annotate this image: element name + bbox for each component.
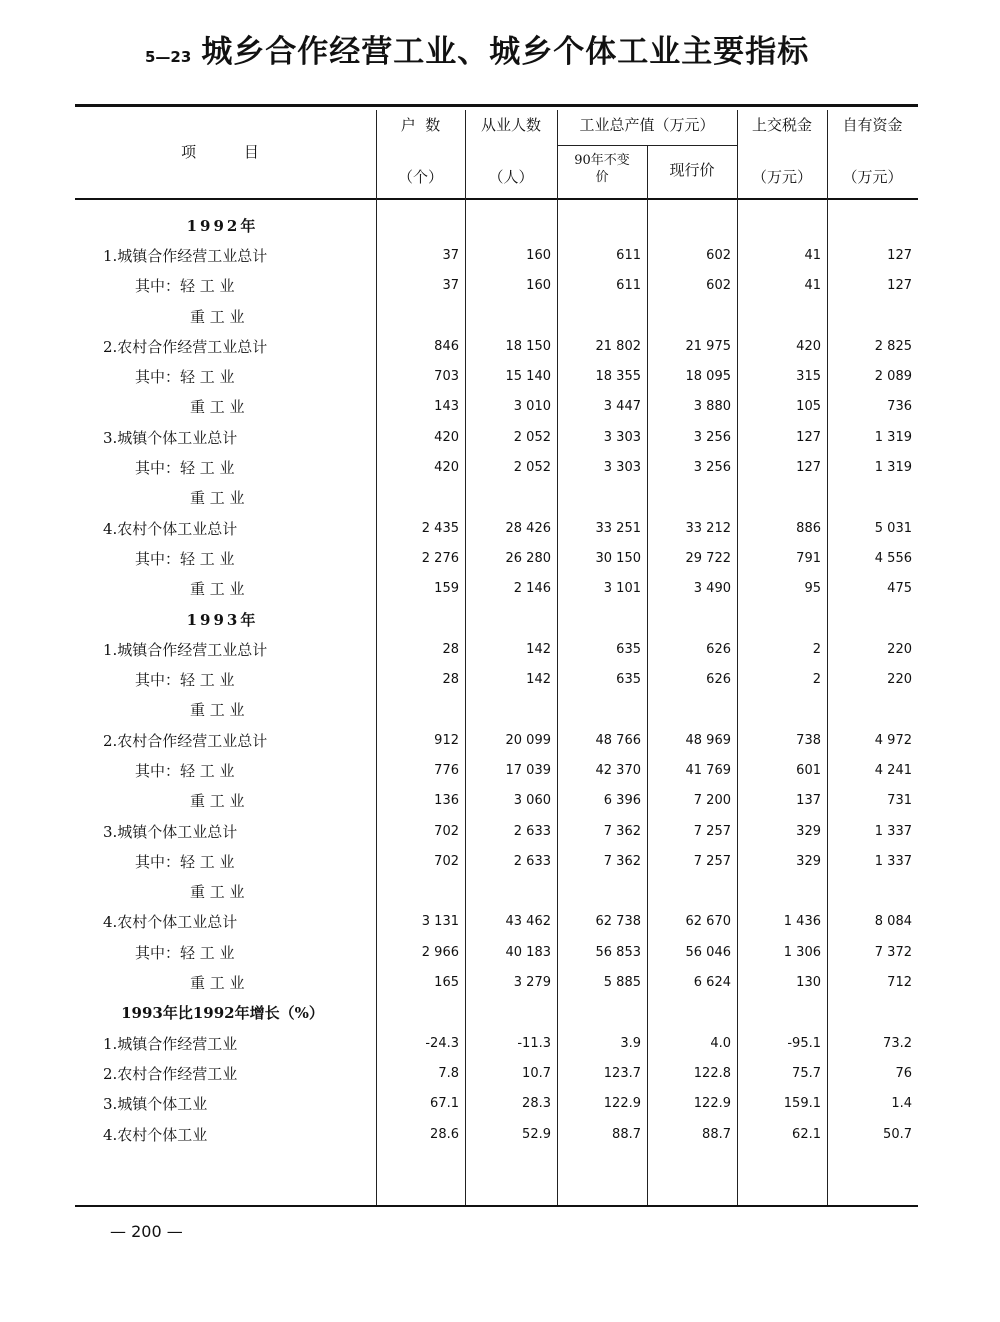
table-row xyxy=(75,240,918,270)
table-cell: 56 853 xyxy=(595,944,641,960)
table-cell: 4 556 xyxy=(874,550,912,566)
table-cell: 10.7 xyxy=(522,1065,551,1081)
row-label: 4.农村个体工业总计 xyxy=(103,519,238,538)
table-cell: 5 031 xyxy=(874,520,912,536)
table-row xyxy=(75,452,918,482)
table-cell: 1 436 xyxy=(783,914,821,930)
header-tax-unit: （万元） xyxy=(751,168,812,186)
row-label: 4.农村个体工业 xyxy=(103,1125,208,1144)
table-cell: 28.3 xyxy=(522,1096,551,1112)
table-cell xyxy=(465,483,557,513)
table-cell: 26 280 xyxy=(505,550,551,566)
table-cell: 41 xyxy=(804,247,821,263)
row-label: 重 工 业 xyxy=(190,489,245,508)
table-cell: 122.8 xyxy=(693,1065,731,1081)
row-label: 重 工 业 xyxy=(190,792,245,811)
table-cell xyxy=(557,604,647,634)
table-row xyxy=(75,392,918,422)
table-cell: 738 xyxy=(796,732,821,748)
bottom-rule xyxy=(75,1205,918,1207)
table-cell: 1 337 xyxy=(874,823,912,839)
table-row xyxy=(75,725,918,755)
table-number: 5—23 xyxy=(145,48,192,66)
table-cell xyxy=(647,877,737,907)
table-cell: 886 xyxy=(796,520,821,536)
table-cell: 127 xyxy=(796,429,821,445)
table-cell: 626 xyxy=(706,641,731,657)
table-cell: 2 146 xyxy=(513,581,551,597)
table-cell: 7 362 xyxy=(603,823,641,839)
table-cell: 137 xyxy=(796,793,821,809)
row-label: 3.城镇个体工业 xyxy=(103,1095,208,1114)
table-cell: 88.7 xyxy=(612,1126,641,1142)
table-cell: 127 xyxy=(887,247,912,263)
table-cell: 18 150 xyxy=(505,338,551,354)
table-cell: 3 303 xyxy=(603,429,641,445)
table-cell: 41 769 xyxy=(685,762,731,778)
table-cell: 159.1 xyxy=(783,1096,821,1112)
table-cell: 33 212 xyxy=(685,520,731,536)
table-row xyxy=(75,1119,918,1149)
section-heading: 1992年 xyxy=(186,216,259,235)
table-cell: 37 xyxy=(442,278,459,294)
table-cell: 1 337 xyxy=(874,853,912,869)
table-cell: 6 396 xyxy=(603,793,641,809)
page-number: — 200 — xyxy=(110,1222,183,1241)
table-row xyxy=(75,1028,918,1058)
table-cell xyxy=(737,604,827,634)
table-row xyxy=(75,998,918,1028)
table-row xyxy=(75,361,918,391)
table-cell: 420 xyxy=(796,338,821,354)
table-cell: 160 xyxy=(526,247,551,263)
row-label: 其中：轻 工 业 xyxy=(135,368,235,387)
table-cell: 42 370 xyxy=(595,762,641,778)
table-cell: 48 969 xyxy=(685,732,731,748)
table-cell: 7 372 xyxy=(874,944,912,960)
table-cell xyxy=(557,301,647,331)
table-cell: 52.9 xyxy=(522,1126,551,1142)
row-label: 1.城镇合作经营工业总计 xyxy=(103,640,268,659)
table-cell: 602 xyxy=(706,278,731,294)
table-cell: 3 303 xyxy=(603,460,641,476)
table-row xyxy=(75,664,918,694)
header-households: 户 数 xyxy=(400,116,441,134)
table-cell: 329 xyxy=(796,853,821,869)
table-cell: 2 633 xyxy=(513,823,551,839)
table-cell: 28 426 xyxy=(505,520,551,536)
table-cell: 2 966 xyxy=(421,944,459,960)
table-cell: -95.1 xyxy=(787,1035,821,1051)
table-cell: 33 251 xyxy=(595,520,641,536)
row-label: 重 工 业 xyxy=(190,883,245,902)
table-row xyxy=(75,422,918,452)
indicator-table xyxy=(75,210,918,1149)
header-capital: 自有资金 xyxy=(842,116,903,134)
table-cell xyxy=(465,695,557,725)
table-cell xyxy=(827,301,918,331)
table-cell: 2 633 xyxy=(513,853,551,869)
table-cell xyxy=(737,483,827,513)
table-cell: 420 xyxy=(434,429,459,445)
table-cell: 41 xyxy=(804,278,821,294)
row-label: 2.农村合作经营工业 xyxy=(103,1064,238,1083)
section-heading: 1993年比1992年增长（%） xyxy=(121,1004,324,1023)
row-label: 4.农村个体工业总计 xyxy=(103,913,238,932)
table-cell: 8 084 xyxy=(874,914,912,930)
table-cell: 329 xyxy=(796,823,821,839)
table-cell: 127 xyxy=(796,460,821,476)
table-cell: 791 xyxy=(796,550,821,566)
row-label: 2.农村合作经营工业总计 xyxy=(103,731,268,750)
table-cell: 2 052 xyxy=(513,429,551,445)
table-cell: 2 435 xyxy=(421,520,459,536)
table-row xyxy=(75,574,918,604)
table-cell: 21 802 xyxy=(595,338,641,354)
table-cell: 28.6 xyxy=(430,1126,459,1142)
header-households-unit: （个） xyxy=(397,168,443,186)
table-row xyxy=(75,967,918,997)
table-cell xyxy=(376,695,465,725)
header-output-current: 现行价 xyxy=(669,161,715,179)
table-cell: 635 xyxy=(616,641,641,657)
table-cell: 130 xyxy=(796,975,821,991)
table-cell: 3 256 xyxy=(693,429,731,445)
table-cell xyxy=(827,483,918,513)
table-cell: 611 xyxy=(616,247,641,263)
section-heading: 1993年 xyxy=(186,610,259,629)
header-output-const: 90年不变 价 xyxy=(574,153,630,185)
table-cell: 30 150 xyxy=(595,550,641,566)
table-cell: 142 xyxy=(526,641,551,657)
table-cell xyxy=(376,604,465,634)
table-cell: 3 131 xyxy=(421,914,459,930)
row-label: 重 工 业 xyxy=(190,307,245,326)
table-cell: 48 766 xyxy=(595,732,641,748)
table-cell: 912 xyxy=(434,732,459,748)
table-cell: 702 xyxy=(434,853,459,869)
table-cell: 601 xyxy=(796,762,821,778)
table-cell: 127 xyxy=(887,278,912,294)
table-cell: 7 257 xyxy=(693,823,731,839)
table-row xyxy=(75,1089,918,1119)
output-subheader-line xyxy=(557,145,737,146)
table-cell: 17 039 xyxy=(505,762,551,778)
table-cell: 28 xyxy=(442,641,459,657)
row-label: 重 工 业 xyxy=(190,701,245,720)
row-label: 其中：轻 工 业 xyxy=(135,549,235,568)
header-employees-unit: （人） xyxy=(488,168,534,186)
table-cell: 420 xyxy=(434,460,459,476)
row-label: 其中：轻 工 业 xyxy=(135,459,235,478)
table-cell: 15 140 xyxy=(505,369,551,385)
table-cell: 3 101 xyxy=(603,581,641,597)
table-row xyxy=(75,816,918,846)
row-label: 其中：轻 工 业 xyxy=(135,761,235,780)
table-cell: 475 xyxy=(887,581,912,597)
table-cell: 2 xyxy=(812,641,821,657)
table-row xyxy=(75,695,918,725)
table-cell: 315 xyxy=(796,369,821,385)
row-label: 重 工 业 xyxy=(190,580,245,599)
table-cell: 3 060 xyxy=(513,793,551,809)
table-cell xyxy=(376,877,465,907)
table-cell xyxy=(737,998,827,1028)
table-cell xyxy=(827,695,918,725)
table-cell: 122.9 xyxy=(693,1096,731,1112)
table-cell: 2 276 xyxy=(421,550,459,566)
table-cell: 4.0 xyxy=(710,1035,731,1051)
header-output: 工业总产值（万元） xyxy=(579,116,715,134)
table-cell: 1 306 xyxy=(783,944,821,960)
table-row xyxy=(75,1058,918,1088)
table-cell: 50.7 xyxy=(883,1126,912,1142)
table-cell: 20 099 xyxy=(505,732,551,748)
table-cell: 3 279 xyxy=(513,975,551,991)
table-cell: 37 xyxy=(442,247,459,263)
row-label: 2.农村合作经营工业总计 xyxy=(103,337,268,356)
table-cell xyxy=(647,998,737,1028)
row-label: 1.城镇合作经营工业 xyxy=(103,1034,238,1053)
table-row xyxy=(75,937,918,967)
table-cell xyxy=(465,877,557,907)
table-cell: 3.9 xyxy=(620,1035,641,1051)
row-label: 3.城镇个体工业总计 xyxy=(103,428,238,447)
table-row xyxy=(75,331,918,361)
table-cell xyxy=(647,301,737,331)
table-cell: 2 052 xyxy=(513,460,551,476)
table-cell: 736 xyxy=(887,399,912,415)
table-cell xyxy=(465,604,557,634)
table-cell xyxy=(465,301,557,331)
table-cell xyxy=(557,998,647,1028)
table-row xyxy=(75,483,918,513)
table-row xyxy=(75,786,918,816)
table-cell: 2 xyxy=(812,672,821,688)
table-row xyxy=(75,604,918,634)
header-bottom-rule xyxy=(75,198,918,200)
table-cell xyxy=(376,998,465,1028)
table-row xyxy=(75,513,918,543)
table-row xyxy=(75,634,918,664)
header-tax: 上交税金 xyxy=(751,116,812,134)
table-cell: 3 256 xyxy=(693,460,731,476)
table-cell: 62.1 xyxy=(792,1126,821,1142)
table-cell: 40 183 xyxy=(505,944,551,960)
page-title xyxy=(145,26,809,71)
table-cell xyxy=(557,483,647,513)
table-cell xyxy=(827,210,918,240)
table-cell xyxy=(647,604,737,634)
table-cell: 7 362 xyxy=(603,853,641,869)
table-cell: 143 xyxy=(434,399,459,415)
table-cell: 702 xyxy=(434,823,459,839)
row-label: 其中：轻 工 业 xyxy=(135,671,235,690)
table-cell: 136 xyxy=(434,793,459,809)
table-cell: 3 490 xyxy=(693,581,731,597)
table-cell: 7 200 xyxy=(693,793,731,809)
header-capital-unit: （万元） xyxy=(842,168,903,186)
table-cell: 1 319 xyxy=(874,460,912,476)
table-cell xyxy=(827,604,918,634)
table-cell: 142 xyxy=(526,672,551,688)
header-item: 项 目 xyxy=(181,143,259,161)
table-cell: 712 xyxy=(887,975,912,991)
table-cell: 18 355 xyxy=(595,369,641,385)
table-cell: 165 xyxy=(434,975,459,991)
table-cell: 1 319 xyxy=(874,429,912,445)
row-label: 其中：轻 工 业 xyxy=(135,852,235,871)
table-cell xyxy=(465,210,557,240)
header-employees: 从业人数 xyxy=(480,116,541,134)
table-cell xyxy=(557,210,647,240)
table-cell xyxy=(647,210,737,240)
row-label: 1.城镇合作经营工业总计 xyxy=(103,246,268,265)
table-cell: 1.4 xyxy=(891,1096,912,1112)
table-cell: 731 xyxy=(887,793,912,809)
title-text: 城乡合作经营工业、城乡个体工业主要指标 xyxy=(201,34,810,70)
table-row xyxy=(75,301,918,331)
table-cell: 29 722 xyxy=(685,550,731,566)
table-cell: 846 xyxy=(434,338,459,354)
table-cell: 56 046 xyxy=(685,944,731,960)
table-cell: 43 462 xyxy=(505,914,551,930)
table-cell: 4 972 xyxy=(874,732,912,748)
table-cell: 3 880 xyxy=(693,399,731,415)
table-row xyxy=(75,907,918,937)
table-cell: 2 825 xyxy=(874,338,912,354)
table-cell: 220 xyxy=(887,641,912,657)
table-cell xyxy=(557,877,647,907)
table-cell xyxy=(376,483,465,513)
table-cell: 4 241 xyxy=(874,762,912,778)
table-cell: 703 xyxy=(434,369,459,385)
table-cell xyxy=(827,877,918,907)
table-cell: 76 xyxy=(895,1065,912,1081)
table-cell: -11.3 xyxy=(517,1035,551,1051)
table-cell: 95 xyxy=(804,581,821,597)
table-cell: 3 010 xyxy=(513,399,551,415)
table-cell: 2 089 xyxy=(874,369,912,385)
table-cell: 122.9 xyxy=(603,1096,641,1112)
table-cell: 7.8 xyxy=(438,1065,459,1081)
row-label: 其中：轻 工 业 xyxy=(135,943,235,962)
table-cell: 626 xyxy=(706,672,731,688)
table-cell: 159 xyxy=(434,581,459,597)
table-cell: 123.7 xyxy=(603,1065,641,1081)
table-cell: 105 xyxy=(796,399,821,415)
table-cell: 5 885 xyxy=(603,975,641,991)
table-cell: 611 xyxy=(616,278,641,294)
table-cell: 28 xyxy=(442,672,459,688)
table-cell: 220 xyxy=(887,672,912,688)
table-row xyxy=(75,755,918,785)
table-cell: 67.1 xyxy=(430,1096,459,1112)
table-cell: 73.2 xyxy=(883,1035,912,1051)
table-row xyxy=(75,543,918,573)
table-cell: 7 257 xyxy=(693,853,731,869)
table-cell: 88.7 xyxy=(702,1126,731,1142)
row-label: 重 工 业 xyxy=(190,974,245,993)
table-cell: 635 xyxy=(616,672,641,688)
row-label: 3.城镇个体工业总计 xyxy=(103,822,238,841)
table-row xyxy=(75,210,918,240)
table-cell xyxy=(465,998,557,1028)
table-cell: 18 095 xyxy=(685,369,731,385)
table-row xyxy=(75,271,918,301)
table-cell xyxy=(376,210,465,240)
table-row xyxy=(75,846,918,876)
table-cell: 62 670 xyxy=(685,914,731,930)
table-cell: 62 738 xyxy=(595,914,641,930)
table-cell: 6 624 xyxy=(693,975,731,991)
table-cell xyxy=(737,877,827,907)
table-cell: -24.3 xyxy=(425,1035,459,1051)
table-cell xyxy=(647,695,737,725)
table-cell xyxy=(737,210,827,240)
table-body xyxy=(75,210,918,1149)
table-cell: 160 xyxy=(526,278,551,294)
table-cell: 602 xyxy=(706,247,731,263)
table-cell xyxy=(647,483,737,513)
table-cell xyxy=(376,301,465,331)
table-cell xyxy=(737,301,827,331)
table-row xyxy=(75,877,918,907)
table-cell xyxy=(557,695,647,725)
row-label: 其中：轻 工 业 xyxy=(135,277,235,296)
table-cell: 21 975 xyxy=(685,338,731,354)
table-cell: 776 xyxy=(434,762,459,778)
row-label: 重 工 业 xyxy=(190,398,245,417)
table-cell: 3 447 xyxy=(603,399,641,415)
table-cell xyxy=(737,695,827,725)
top-rule xyxy=(75,104,918,107)
table-cell xyxy=(827,998,918,1028)
table-cell: 75.7 xyxy=(792,1065,821,1081)
